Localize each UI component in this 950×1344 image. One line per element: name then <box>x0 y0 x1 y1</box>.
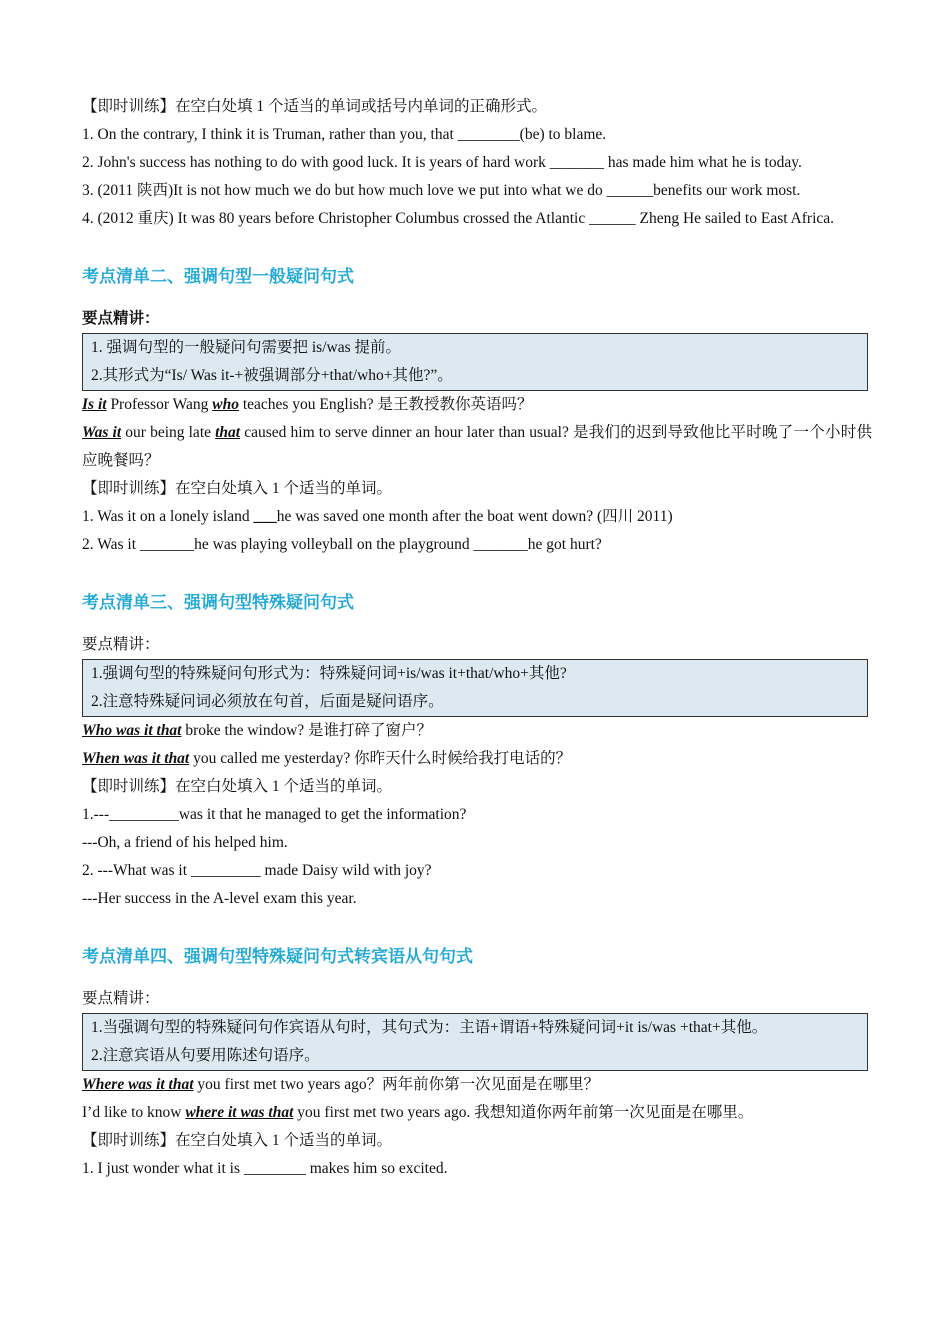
exercise-item: 1. I just wonder what it is ________ makes him so excited. <box>82 1160 448 1177</box>
blank: ___ <box>253 508 277 525</box>
section-heading: 考点清单四、强调句型特殊疑问句式转宾语从句句式 <box>82 947 473 967</box>
example-sentence <box>82 745 872 773</box>
key-point: 1.强调句型的特殊疑问句形式为：特殊疑问词+is/was it+that/who+其他? <box>91 665 567 682</box>
text: our being late <box>121 424 216 441</box>
exercise-item <box>82 503 872 531</box>
example-sentence <box>82 419 872 475</box>
example-sentence <box>82 1099 872 1127</box>
exercise-item: 4. (2012 重庆) It was 80 years before Christopher Columbus crossed the Atlantic ______ Zheng He sailed to East Africa. <box>82 210 835 227</box>
practice-title: 【即时训练】在空白处填 1 个适当的单词或括号内单词的正确形式。 <box>82 98 548 115</box>
emphasis: Was it <box>82 424 122 441</box>
text: you first met two years ago. 我想知道你两年前第一次见面是在哪里。 <box>293 1104 754 1121</box>
section-heading: 考点清单二、强调句型一般疑问句式 <box>82 267 354 287</box>
exercise-item: 2. Was it _______he was playing volleyball on the playground _______he got hurt? <box>82 536 602 553</box>
key-point: 2.其形式为“Is/ Was it-+被强调部分+that/who+其他?”。 <box>91 367 453 384</box>
practice-title: 【即时训练】在空白处填入 1 个适当的单词。 <box>82 1132 393 1149</box>
key-point: 1.当强调句型的特殊疑问句作宾语从句时，其句式为：主语+谓语+特殊疑问词+it is/was +that+其他。 <box>91 1019 768 1036</box>
emphasis: Is it <box>82 396 107 413</box>
text: teaches you English? 是王教授教你英语吗？ <box>238 396 533 413</box>
emphasis: When was it that <box>82 750 190 767</box>
exercise-item: 3. (2011 陕西)It is not how much we do but how much love we put into what we do ______benefits our work most. <box>82 182 801 199</box>
emphasis: Who was it that <box>82 722 182 739</box>
text: he was saved one month after the boat went down? (四川 2011) <box>276 508 673 525</box>
document-page <box>82 93 872 1183</box>
emphasis: that <box>215 424 241 441</box>
practice-title: 【即时训练】在空白处填入 1 个适当的单词。 <box>82 778 393 795</box>
key-points-label: 要点精讲： <box>82 636 160 653</box>
section-heading: 考点清单三、强调句型特殊疑问句式 <box>82 593 354 613</box>
key-point: 2.注意特殊疑问词必须放在句首，后面是疑问语序。 <box>91 693 444 710</box>
example-sentence <box>82 1071 872 1099</box>
key-points-box <box>82 659 868 717</box>
emphasis: who <box>212 396 239 413</box>
text: you called me yesterday? 你昨天什么时候给我打电话的？ <box>189 750 572 767</box>
text: you first met two years ago？两年前你第一次见面是在哪里？ <box>193 1076 600 1093</box>
exercise-item: 2. ---What was it _________ made Daisy wild with joy? <box>82 862 432 879</box>
emphasis: Where was it that <box>82 1076 194 1093</box>
exercise-item: ---Her success in the A-level exam this year. <box>82 890 357 907</box>
exercise-item: ---Oh, a friend of his helped him. <box>82 834 288 851</box>
text: 1. Was it on a lonely island <box>82 508 254 525</box>
exercise-item: 2. John's success has nothing to do with good luck. It is years of hard work _______ has made him what he is today. <box>82 154 802 171</box>
practice-title: 【即时训练】在空白处填入 1 个适当的单词。 <box>82 480 393 497</box>
text: broke the window? 是谁打碎了窗户？ <box>181 722 433 739</box>
key-points-box <box>82 333 868 391</box>
text: I’d like to know <box>82 1104 186 1121</box>
text: Professor Wang <box>106 396 213 413</box>
key-points-box <box>82 1013 868 1071</box>
exercise-item: 1. On the contrary, I think it is Truman, rather than you, that ________(be) to blame. <box>82 126 607 143</box>
key-point: 2.注意宾语从句要用陈述句语序。 <box>91 1047 320 1064</box>
example-sentence <box>82 391 872 419</box>
exercise-item: 1.---_________was it that he managed to get the information? <box>82 806 467 823</box>
key-points-label: 要点精讲： <box>82 990 160 1007</box>
key-point: 1. 强调句型的一般疑问句需要把 is/was 提前。 <box>91 339 402 356</box>
emphasis: where it was that <box>185 1104 294 1121</box>
key-points-label: 要点精讲： <box>82 310 160 327</box>
text: caused him to serve dinner an hour later than usual? 是我们的迟到导致他比平时晚了一个小时供应晚餐吗？ <box>82 424 872 469</box>
example-sentence <box>82 717 872 745</box>
